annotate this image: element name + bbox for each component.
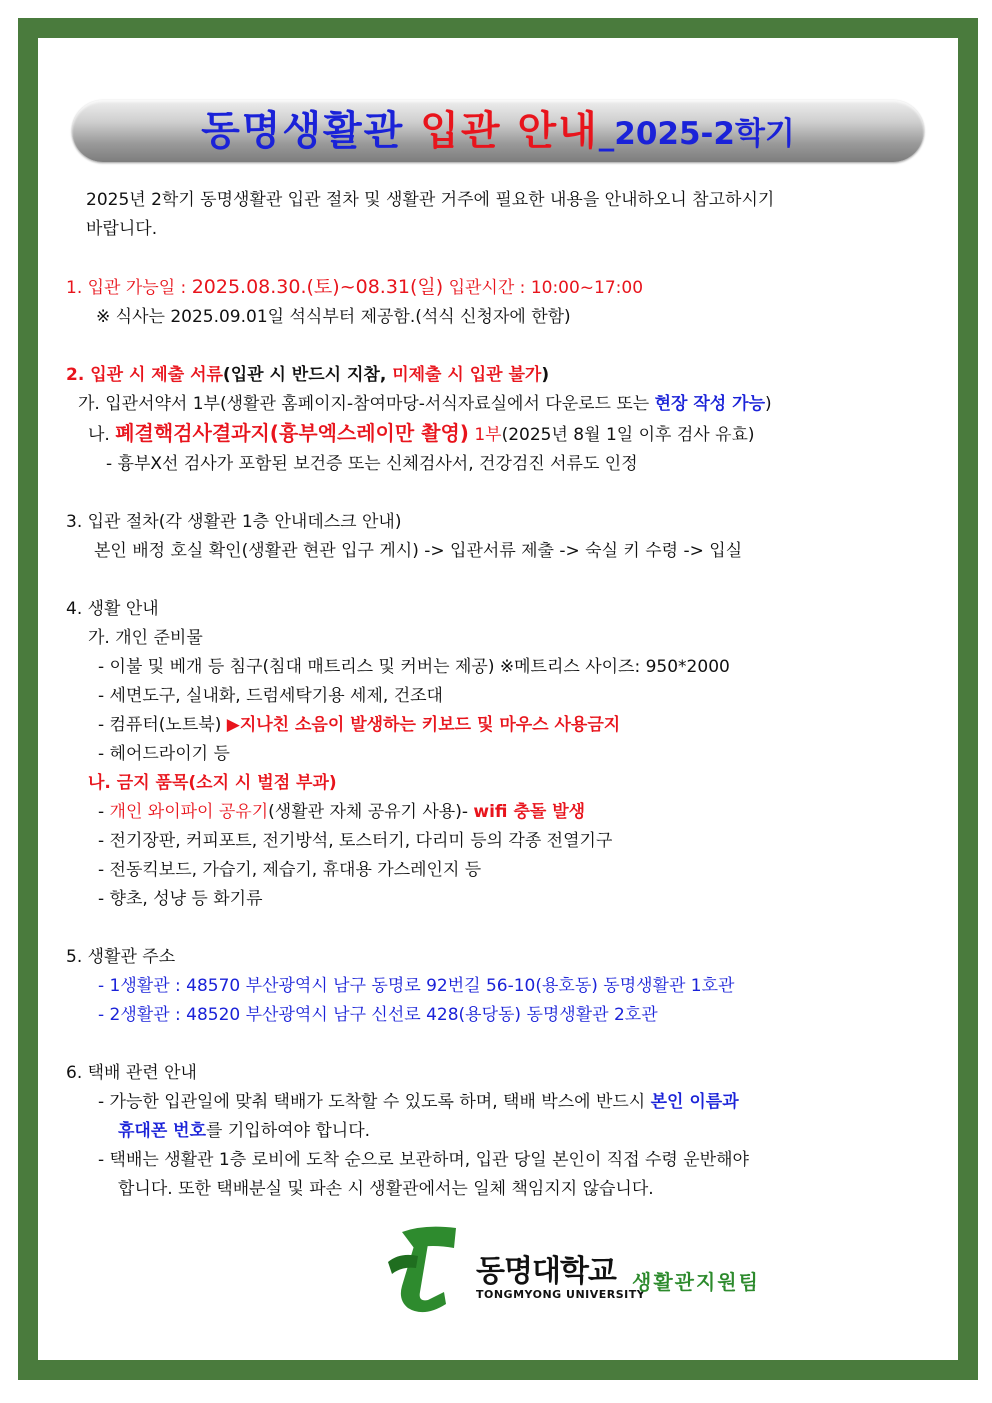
list-item: - 개인 와이파이 공유기(생활관 자체 공유기 사용)- wifi 충돌 발생 [98, 802, 586, 822]
section-1-label: 1. 입관 가능일 : [66, 278, 192, 298]
university-name-english: TONGMYONG UNIVERSITY [476, 1288, 646, 1301]
parcel-note-2-cont: 합니다. 또한 택배분실 및 파손 시 생활관에서는 일체 책임지지 않습니다. [118, 1179, 654, 1199]
doc-item-b: 나. 폐결핵검사결과지(흉부엑스레이만 촬영) 1부(2025년 8월 1일 이후 검사 유효) [88, 421, 755, 445]
section-1-heading [66, 273, 926, 303]
move-in-time: 입관시간 : 10:00~17:00 [443, 278, 644, 298]
list-item: - 헤어드라이기 등 [98, 744, 230, 764]
list-item: - 세면도구, 실내화, 드럼세탁기용 세제, 건조대 [98, 686, 443, 706]
meal-note: ※ 식사는 2025.09.01일 석식부터 제공함.(석식 신청자에 한함) [96, 307, 571, 327]
list-item: - 전동킥보드, 가습기, 제습기, 휴대용 가스레인지 등 [98, 860, 482, 880]
section-2-heading: 2. 입관 시 제출 서류(입관 시 반드시 지참, 미제출 시 입관 불가) [66, 365, 550, 385]
move-in-dates: 2025.08.30.(토)~08.31(일) [191, 276, 444, 298]
personal-items-label: 가. 개인 준비물 [88, 628, 203, 648]
no-submission-warning: 미제출 시 입관 불가 [392, 365, 542, 385]
onsite-writing-note: 현장 작성 가능 [654, 394, 765, 414]
section-4-heading: 4. 생활 안내 [66, 599, 159, 619]
address-dorm-2: - 2생활관 : 48520 부산광역시 남구 신선로 428(용당동) 동명생활관 2호관 [98, 1005, 658, 1025]
prohibited-items-label: 나. 금지 품목(소지 시 벌점 부과) [88, 773, 337, 793]
doc-item-b-note: - 흉부X선 검사가 포함된 보건증 또는 신체검사서, 건강검진 서류도 인정 [106, 454, 638, 474]
parcel-note-1: - 가능한 입관일에 맞춰 택배가 도착할 수 있도록 하며, 택배 박스에 반드시 본인 이름과 [98, 1092, 739, 1112]
team-name: 생활관지원팀 [632, 1270, 760, 1294]
title-main: 동명생활관 [201, 108, 421, 154]
title-banner [72, 100, 924, 162]
tb-test-result: 폐결핵검사결과지(흉부엑스레이만 촬영) [115, 421, 469, 445]
section-2-label: 2. 입관 시 제출 서류 [66, 365, 223, 385]
section-5-heading: 5. 생활관 주소 [66, 947, 176, 967]
university-emblem-icon [384, 1222, 462, 1314]
procedure-steps: 본인 배정 호실 확인(생활관 현관 입구 게시) -> 입관서류 제출 -> 숙실 키 수령 -> 입실 [94, 541, 743, 561]
doc-item-a: 가. 입관서약서 1부(생활관 홈페이지-참여마당-서식자료실에서 다운로드 또는 현장 작성 가능) [78, 394, 772, 414]
title-highlight: 입관 안내 [420, 108, 599, 154]
wifi-conflict-note: wifi 충돌 발생 [473, 802, 586, 822]
intro-line-1: 2025년 2학기 동명생활관 입관 절차 및 생활관 거주에 필요한 내용을 안내하오니 참고하시기 [86, 190, 775, 210]
address-dorm-1: - 1생활관 : 48570 부산광역시 남구 동명로 92번길 56-10(용호동) 동명생활관 1호관 [98, 976, 735, 996]
keyboard-warning: ▶지나친 소음이 발생하는 키보드 및 마우스 사용금지 [226, 715, 621, 735]
parcel-note-1-cont: 휴대폰 번호를 기입하여야 합니다. [118, 1121, 371, 1141]
section-6-heading: 6. 택배 관련 안내 [66, 1063, 197, 1083]
list-item: - 전기장판, 커피포트, 전기방석, 토스터기, 다리미 등의 각종 전열기구 [98, 831, 613, 851]
section-3-heading: 3. 입관 절차(각 생활관 1층 안내데스크 안내) [66, 512, 402, 532]
notice-content [66, 186, 926, 1204]
title-term: _2025-2학기 [598, 116, 795, 152]
university-logo [384, 1222, 784, 1314]
parcel-note-2: - 택배는 생활관 1층 로비에 도착 순으로 보관하며, 입관 당일 본인이 직접 수령 운반해야 [98, 1150, 749, 1170]
list-item: - 향초, 성냥 등 화기류 [98, 889, 263, 909]
list-item: - 이불 및 베개 등 침구(침대 매트리스 및 커버는 제공) ※메트리스 사이즈: 950*2000 [98, 657, 730, 677]
university-name: 동명대학교 [476, 1254, 616, 1289]
list-item: - 컴퓨터(노트북) ▶지나친 소음이 발생하는 키보드 및 마우스 사용금지 [98, 715, 621, 735]
intro-line-2: 바랍니다. [86, 219, 158, 239]
router-item: 개인 와이파이 공유기 [109, 802, 269, 822]
